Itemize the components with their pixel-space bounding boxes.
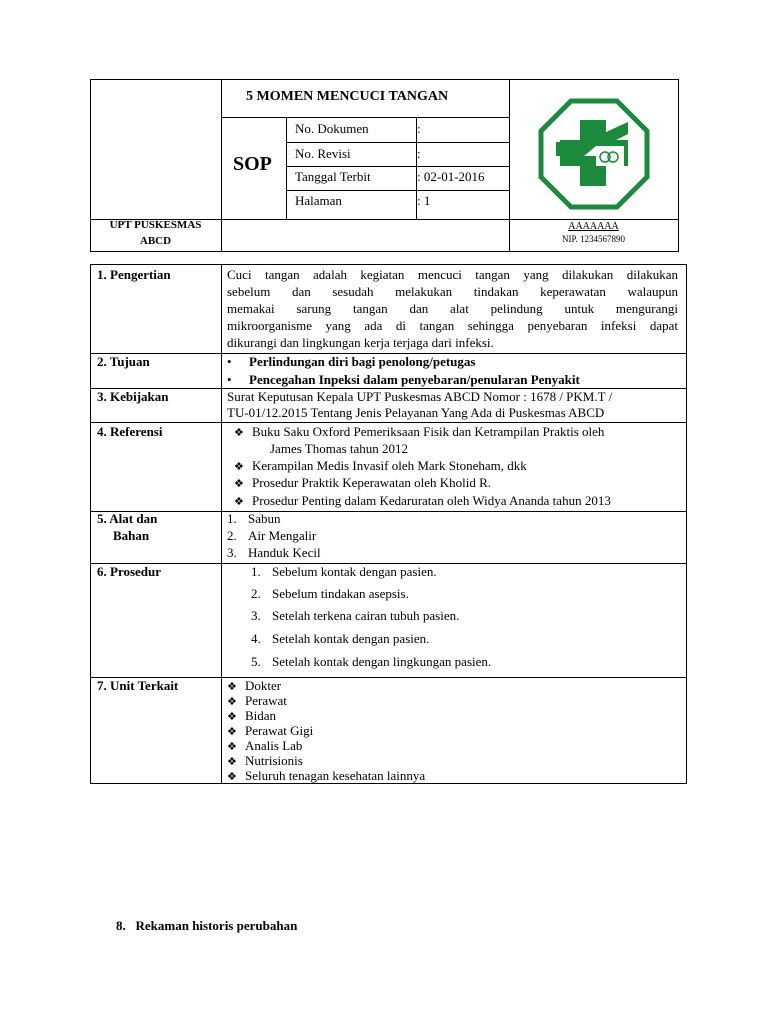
referensi-item: ❖ Prosedur Penting dalam Kedaruratan oleh Widya Ananda tahun 2013 [234,493,611,508]
tujuan-item: • Perlindungan diri bagi penolong/petugas [227,354,476,369]
header-divider [221,80,222,252]
table-row-divider [91,677,687,678]
field-label-tanggal-terbit: Tanggal Terbit [295,169,371,184]
section-label-bahan: Bahan [113,528,150,543]
prosedur-item: 5. Setelah kontak dengan lingkungan pasien. [251,654,492,669]
bullet-icon: • [227,354,232,369]
kebijakan-line: Surat Keputusan Kepala UPT Puskesmas ABCD Nomor : 1678 / PKM.T / [227,389,613,404]
org-name-line2: ABCD [139,235,172,247]
prosedur-item: 3. Setelah terkena cairan tubuh pasien. [251,608,460,623]
table-row-divider [91,511,687,512]
section-label-kebijakan: 3. Kebijakan [97,389,169,404]
org-name-line1: UPT PUSKESMAS [109,219,202,231]
diamond-bullet-icon: ❖ [234,426,244,439]
header-divider [286,166,509,167]
document-title: 5 MOMEN MENCUCI TANGAN [246,89,449,104]
section-label-unit: 7. Unit Terkait [97,678,179,693]
table-row-divider [91,422,687,423]
rekaman-historis-heading: 8. Rekaman historis perubahan [116,918,298,933]
alat-item: 3. Handuk Kecil [227,545,321,560]
pengertian-line: mikroorganisme yang ada di tangan sehingga penyebaran infeksi dapat [227,318,678,333]
diamond-bullet-icon: ❖ [227,770,237,783]
diamond-bullet-icon: ❖ [234,495,244,508]
field-value-tanggal-terbit: : 02-01-2016 [417,169,485,184]
prosedur-item: 1. Sebelum kontak dengan pasien. [251,564,437,579]
alat-item: 1. Sabun [227,511,281,526]
pengertian-line: memakai sarung tangan dan alat pelindung untuk mengurangi [227,301,678,316]
unit-item: ❖ Perawat Gigi [227,723,314,738]
unit-item: ❖ Dokter [227,678,282,693]
section-label-prosedur: 6. Prosedur [97,564,162,579]
diamond-bullet-icon: ❖ [227,725,237,738]
section-label-tujuan: 2. Tujuan [97,354,150,369]
prosedur-item: 4. Setelah kontak dengan pasien. [251,631,430,646]
field-label-halaman: Halaman [295,193,342,208]
table-column-divider [221,265,222,784]
puskesmas-logo-icon [538,98,650,210]
field-label-no-dokumen: No. Dokumen [295,121,369,136]
referensi-item: ❖ Prosedur Praktik Keperawatan oleh Kholid R. [234,475,492,490]
unit-item: ❖ Nutrisionis [227,753,303,768]
field-value-halaman: : 1 [417,193,431,208]
header-divider [286,117,287,219]
diamond-bullet-icon: ❖ [227,680,237,693]
pengertian-line: dikurangi dan lingkungan kerja terjaga dari infeksi. [227,335,494,350]
diamond-bullet-icon: ❖ [227,755,237,768]
pengertian-line: sebelum dan sesudah melakukan tindakan keperawatan walaupun [227,284,678,299]
diamond-bullet-icon: ❖ [227,740,237,753]
unit-item: ❖ Seluruh tenagan kesehatan lainnya [227,768,426,783]
signer-nip: NIP. 1234567890 [561,234,625,244]
header-divider [221,117,509,118]
unit-item: ❖ Perawat [227,693,287,708]
field-value-no-dokumen: : [417,121,421,136]
header-divider [286,142,509,143]
kebijakan-line: TU-01/12.2015 Tentang Jenis Pelayanan Yang Ada di Puskesmas ABCD [227,405,605,420]
referensi-item: ❖ Buku Saku Oxford Pemeriksaan Fisik dan Ketrampilan Praktis oleh [234,424,605,439]
prosedur-item: 2. Sebelum tindakan asepsis. [251,586,409,601]
tujuan-item: • Pencegahan Inpeksi dalam penyebaran/penularan Penyakit [227,372,580,387]
diamond-bullet-icon: ❖ [234,460,244,473]
diamond-bullet-icon: ❖ [227,710,237,723]
diamond-bullet-icon: ❖ [234,477,244,490]
sop-label: SOP [233,153,272,175]
field-value-no-revisi: : [417,146,421,161]
section-label-pengertian: 1. Pengertian [97,267,171,282]
section-label-referensi: 4. Referensi [97,424,163,439]
diamond-bullet-icon: ❖ [227,695,237,708]
unit-item: ❖ Analis Lab [227,738,303,753]
referensi-item: ❖ Kerampilan Medis Invasif oleh Mark Stoneham, dkk [234,458,527,473]
alat-item: 2. Air Mengalir [227,528,317,543]
bullet-icon: • [227,372,232,387]
field-label-no-revisi: No. Revisi [295,146,351,161]
referensi-item-continuation: James Thomas tahun 2012 [270,441,409,456]
section-label-alat: 5. Alat dan [97,511,158,526]
pengertian-line: Cuci tangan adalah kegiatan mencuci tangan yang dilakukan dilakukan [227,267,678,282]
header-divider [286,190,509,191]
unit-item: ❖ Bidan [227,708,277,723]
signer-name: AAAAAAA [568,221,619,232]
